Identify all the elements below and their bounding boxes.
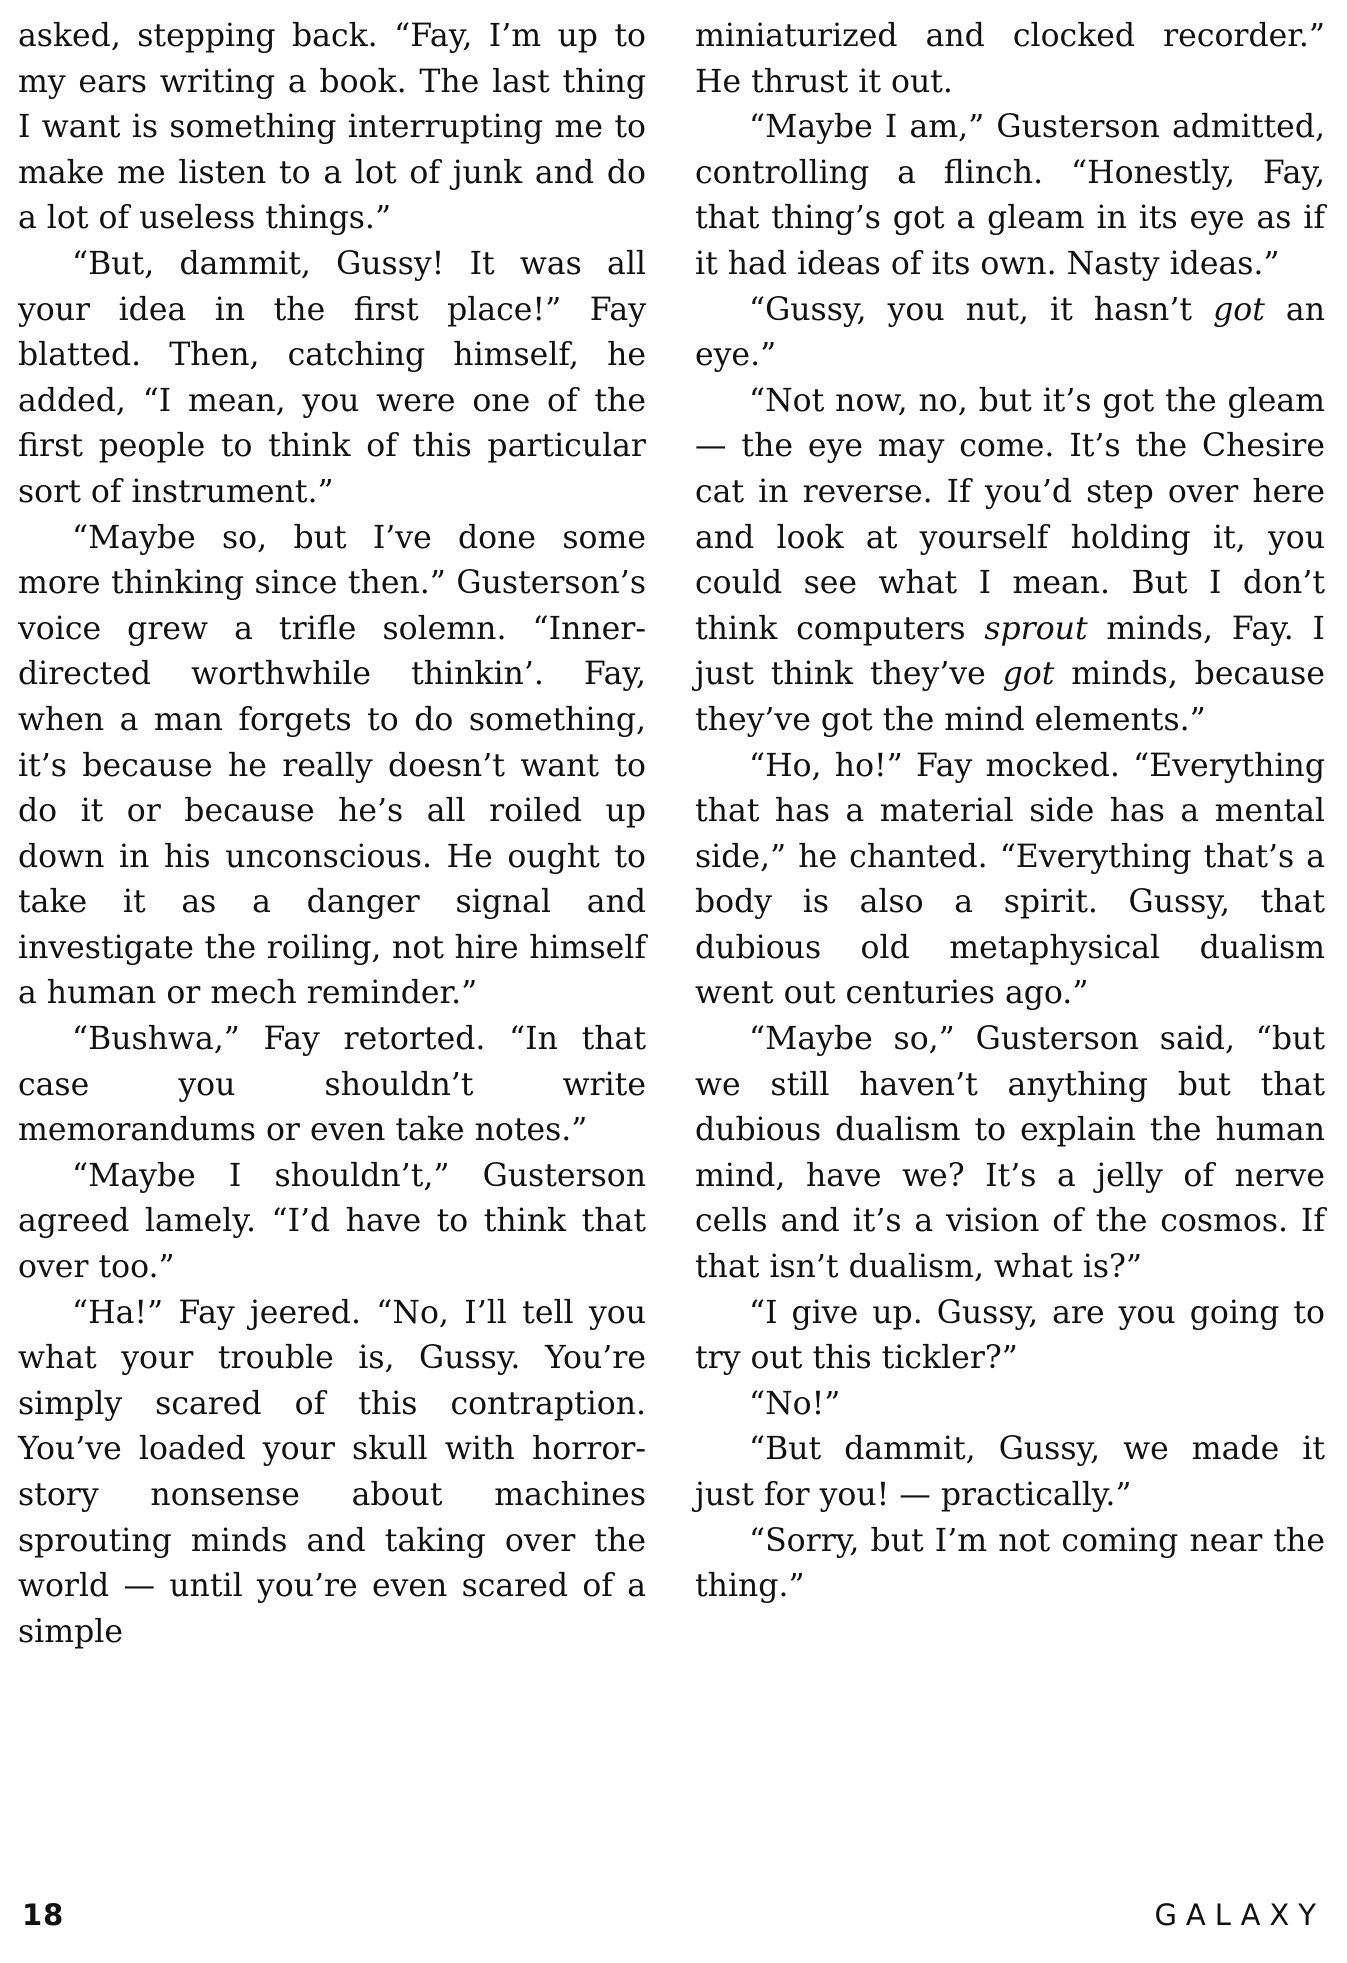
left-column: [18, 14, 646, 1655]
text-run: “Not now, no, but it’s got the gleam — the eye may come. It’s the Chesire cat in reverse. If you’d step over here and look at yourself holding it, you could see what I mean. But I don’t think computers: [695, 382, 1325, 647]
text-run: “Gussy, you nut, it hasn’t: [749, 291, 1214, 328]
italic-text: sprout: [984, 610, 1088, 647]
text-run: minds, because they’ve got the mind elements.”: [695, 656, 1325, 738]
paragraph: “Maybe so, but I’ve done some more thinking since then.” Gusterson’s voice grew a trifle solemn. “Inner-directed worthwhile thinkin’. Fay, when a man forgets to do something, it’s because he really doesn’t want to do it or because he’s all roiled up down in his unconscious. He ought to take it as a danger signal and investigate the roiling, not hire himself a human or mech reminder.”: [18, 519, 646, 1012]
paragraph: “Maybe I shouldn’t,” Gusterson agreed lamely. “I’d have to think that over too.”: [18, 1157, 646, 1286]
paragraph: “Maybe I am,” Gusterson admitted, controlling a flinch. “Honestly, Fay, that thing’s got a gleam in its eye as if it had ideas of its own. Nasty ideas.”: [695, 109, 1325, 282]
italic-text: got: [1213, 291, 1265, 328]
right-column: [695, 14, 1325, 1610]
paragraph: “Sorry, but I’m not coming near the thing.”: [695, 1522, 1325, 1605]
paragraph: “Maybe so,” Gusterson said, “but we still haven’t anything but that dubious dualism to explain the human mind, have we? It’s a jelly of nerve cells and it’s a vision of the cosmos. If that isn’t dualism, what is?”: [695, 1021, 1325, 1286]
paragraph: “No!”: [749, 1385, 841, 1422]
page-number: 18: [22, 1898, 65, 1932]
paragraph: asked, stepping back. “Fay, I’m up to my ears writing a book. The last thing I want is something interrupting me to make me listen to a lot of junk and do a lot of useless things.”: [18, 18, 646, 237]
magazine-name: GALAXY: [1154, 1898, 1325, 1932]
paragraph: [695, 379, 1325, 744]
paragraph: [695, 288, 1325, 379]
paragraph: “I give up. Gussy, are you going to try out this tickler?”: [695, 1294, 1325, 1377]
paragraph: “But, dammit, Gussy! It was all your idea in the first place!” Fay blatted. Then, catching himself, he added, “I mean, you were one of the first people to think of this particular sort of instrument.”: [18, 245, 646, 510]
paragraph: “But dammit, Gussy, we made it just for you! — practically.”: [695, 1431, 1325, 1513]
text-run: an eye.”: [695, 291, 1325, 374]
italic-text: got: [1002, 656, 1055, 693]
paragraph: “Ho, ho!” Fay mocked. “Everything that has a material side has a mental side,” he chanted. “Everything that’s a body is also a spirit. Gussy, that dubious old metaphysical dualism went out centuries ago.”: [695, 747, 1325, 1012]
text-run: minds, Fay. I just think they’ve: [695, 610, 1325, 693]
paragraph: miniaturized and clocked recorder.” He thrust it out.: [695, 18, 1325, 100]
paragraph: “Bushwa,” Fay retorted. “In that case you shouldn’t write memorandums or even take notes.”: [18, 1021, 646, 1149]
paragraph: “Ha!” Fay jeered. “No, I’ll tell you what your trouble is, Gussy. You’re simply scared of this contraption. You’ve loaded your skull with horror-story nonsense about machines sprouting minds and taking over the world — until you’re even scared of a simple: [18, 1294, 646, 1650]
